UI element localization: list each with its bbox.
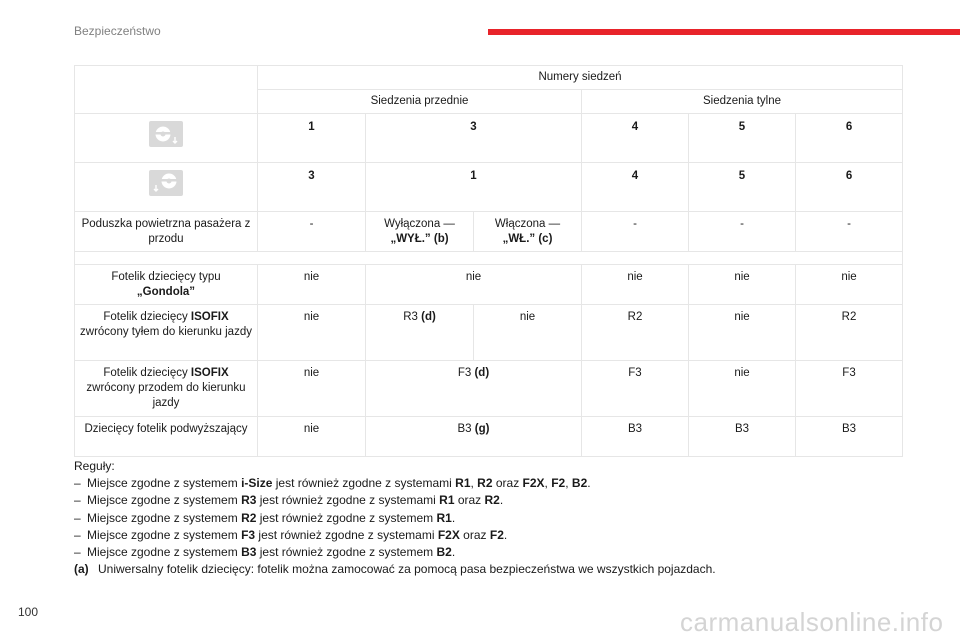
rule-text: jest również zgodne z systemem (256, 545, 437, 560)
table-cell: nie (474, 305, 582, 361)
watermark: carmanualsonline.info (680, 607, 944, 637)
seat-number: 1 (258, 114, 366, 163)
rule-text: oraz (454, 493, 485, 508)
cell-note: (g) (474, 423, 490, 435)
rule-text: Miejsce zgodne z systemem (87, 493, 242, 508)
table-cell: - (582, 212, 689, 252)
seat-number: 3 (366, 114, 582, 163)
rule-bold: R1 (455, 476, 471, 491)
rule-bold: R3 (241, 493, 257, 508)
isofix-front-row-label (75, 361, 258, 417)
table-cell: nie (258, 305, 366, 361)
rule-bold: R1 (436, 510, 452, 525)
table-row (75, 114, 903, 163)
table-cell: - (689, 212, 796, 252)
label-bold: ISOFIX (190, 311, 229, 323)
table-cell: nie (366, 265, 582, 305)
rules-section (74, 458, 914, 578)
rule-text: . (451, 510, 456, 525)
rule-bold: F2 (551, 476, 566, 491)
rule-bold: B3 (241, 545, 257, 560)
cell-note: (d) (474, 367, 490, 379)
rule-line (74, 475, 914, 492)
rule-bold: R2 (477, 476, 493, 491)
rule-text: , (565, 476, 572, 491)
table-row (75, 265, 903, 305)
table-spacer-cell (75, 252, 903, 265)
table-cell: nie (258, 417, 366, 457)
airbag-off-line2: „WYŁ.” (b) (390, 233, 449, 245)
table-cell (366, 305, 474, 361)
airbag-row-label: Poduszka powietrzna pasażera z przodu (75, 212, 258, 252)
seat-number: 3 (258, 163, 366, 212)
rule-bold: R1 (439, 493, 455, 508)
rule-text: . (503, 527, 508, 542)
table-row (75, 212, 903, 252)
seat-number: 4 (582, 114, 689, 163)
dash: – (74, 527, 81, 542)
label-text: Fotelik dziecięcy (103, 367, 191, 379)
gondola-row-label (75, 265, 258, 305)
rule-text: , (544, 476, 552, 491)
table-corner-cell (75, 66, 258, 114)
rule-text: jest również zgodne z systemem (256, 510, 437, 525)
footnote-a-label: (a) (74, 562, 89, 577)
footnote-a (74, 561, 914, 578)
table-cell: - (258, 212, 366, 252)
page-number: 100 (18, 605, 39, 619)
dash: – (74, 476, 81, 491)
airbag-off-line1: Wyłączona — (384, 218, 455, 230)
table-row (75, 305, 903, 361)
table-row (75, 417, 903, 457)
table-cell: nie (689, 305, 796, 361)
cell-value: F3 (457, 367, 472, 379)
table-cell (366, 361, 582, 417)
table-cell: nie (582, 265, 689, 305)
label-text: zwrócony przodem do kierunku jazdy (86, 382, 246, 409)
table-cell: B3 (689, 417, 796, 457)
rule-bold: B2 (571, 476, 588, 491)
table-cell: B3 (796, 417, 903, 457)
gondola-label-line2: „Gondola” (136, 286, 196, 298)
dash: – (74, 493, 81, 508)
rule-text: . (587, 476, 591, 491)
front-seats-header: Siedzenia przednie (258, 90, 582, 114)
rule-text: oraz (492, 476, 523, 491)
table-cell: nie (689, 265, 796, 305)
rule-text: . (451, 545, 456, 560)
seat-number: 1 (366, 163, 582, 212)
dash: – (74, 510, 81, 525)
cell-value: B3 (457, 423, 472, 435)
rule-bold: F2X (437, 527, 460, 542)
table-cell: F3 (796, 361, 903, 417)
rule-text: Miejsce zgodne z systemem (87, 545, 242, 560)
rules-heading: Reguły: (74, 459, 115, 473)
table-cell: nie (796, 265, 903, 305)
label-text: zwrócony tyłem do kierunku jazdy (80, 326, 252, 338)
rule-bold: F2 (489, 527, 504, 542)
table-cell: B3 (582, 417, 689, 457)
rule-bold: R2 (241, 510, 257, 525)
seat-number: 6 (796, 114, 903, 163)
dash: – (74, 545, 81, 560)
rule-bold: B2 (436, 545, 452, 560)
airbag-on-line1: Włączona — (494, 218, 561, 230)
rule-text: Miejsce zgodne z systemem (87, 527, 242, 542)
label-bold: ISOFIX (190, 367, 229, 379)
seat-number: 5 (689, 163, 796, 212)
rule-line (74, 492, 914, 509)
rule-bold: R2 (484, 493, 500, 508)
airbag-on-line2: „WŁ.” (c) (502, 233, 553, 245)
table-spacer-row (75, 252, 903, 265)
child-seat-table (74, 65, 903, 457)
rule-line (74, 544, 914, 561)
rule-text: , (470, 476, 478, 491)
table-cell: R2 (582, 305, 689, 361)
table-cell: F3 (582, 361, 689, 417)
rule-text: Miejsce zgodne z systemem (87, 510, 242, 525)
rear-seats-header: Siedzenia tylne (582, 90, 903, 114)
seat-number: 6 (796, 163, 903, 212)
cell-value: R3 (403, 311, 418, 323)
seat-number: 4 (582, 163, 689, 212)
table-cell (366, 417, 582, 457)
seat-numbers-header: Numery siedzeń (258, 66, 903, 90)
table-cell: nie (689, 361, 796, 417)
table-cell: R2 (796, 305, 903, 361)
booster-row-label: Dziecięcy fotelik podwyższający (75, 417, 258, 457)
table-row (75, 163, 903, 212)
seat-number: 5 (689, 114, 796, 163)
page-section-title: Bezpieczeństwo (74, 24, 161, 38)
rule-text: jest również zgodne z systemami (272, 476, 456, 491)
airbag-on-cell (474, 212, 582, 252)
rule-text: oraz (459, 527, 490, 542)
steering-wheel-lhd-icon (75, 114, 258, 163)
table-cell: - (796, 212, 903, 252)
rule-line (74, 527, 914, 544)
steering-wheel-rhd-icon (75, 163, 258, 212)
table-cell: nie (258, 361, 366, 417)
rule-bold: F3 (241, 527, 256, 542)
rule-bold: F2X (522, 476, 545, 491)
rule-text: Miejsce zgodne z systemem (87, 476, 242, 491)
rule-text: jest również zgodne z systemami (255, 527, 438, 542)
header-accent-bar (488, 29, 960, 35)
table-cell: nie (258, 265, 366, 305)
rule-text: . (499, 493, 504, 508)
gondola-label-line1: Fotelik dziecięcy typu (111, 271, 221, 283)
label-text: Fotelik dziecięcy (103, 311, 191, 323)
table-row (75, 361, 903, 417)
rule-text: jest również zgodne z systemami (256, 493, 440, 508)
rule-bold: i-Size (241, 476, 273, 491)
rule-line (74, 510, 914, 527)
isofix-rear-row-label (75, 305, 258, 361)
footnote-a-text: Uniwersalny fotelik dziecięcy: fotelik można zamocować za pomocą pasa bezpieczeństwa we wszystkich pojazdach. (98, 562, 716, 577)
airbag-off-cell (366, 212, 474, 252)
cell-note: (d) (421, 311, 436, 323)
